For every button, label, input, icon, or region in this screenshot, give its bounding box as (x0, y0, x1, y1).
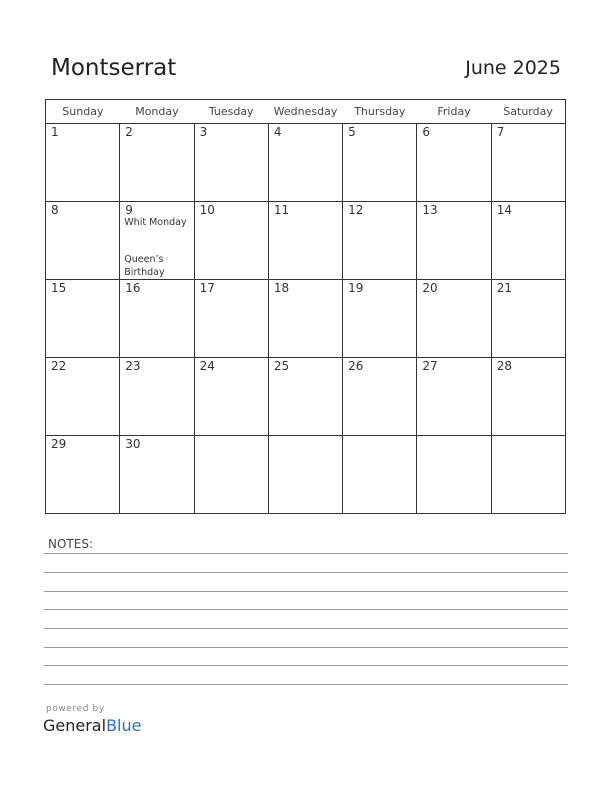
day-cell (46, 202, 120, 280)
day-number: 9 (125, 203, 133, 217)
weekday-header: Tuesday (194, 100, 268, 124)
day-cell (120, 358, 194, 436)
day-number: 10 (199, 203, 215, 217)
day-number: 17 (199, 281, 215, 295)
day-number: 20 (422, 281, 438, 295)
day-number: 7 (496, 125, 505, 139)
day-cell (268, 358, 342, 436)
weekday-header: Wednesday (268, 100, 342, 124)
day-number: 1 (51, 125, 59, 139)
day-number: 22 (51, 359, 67, 373)
week-row (46, 124, 566, 202)
day-cell (194, 436, 268, 514)
day-cell (268, 202, 342, 280)
notes-line (44, 684, 568, 685)
day-cell (343, 202, 417, 280)
notes-line (44, 647, 568, 648)
day-number: 25 (273, 359, 290, 373)
day-cell (120, 202, 194, 280)
day-cell (491, 280, 565, 358)
holiday-queens-birthday: Queen’s Birthday (124, 254, 165, 278)
day-cell (268, 280, 342, 358)
day-cell (120, 436, 194, 514)
notes-line (44, 553, 568, 554)
notes-line (44, 628, 568, 629)
brand-blue: Blue (106, 716, 142, 735)
weekday-header: Saturday (491, 100, 565, 124)
day-cell (343, 124, 417, 202)
day-cell (194, 280, 268, 358)
notes-line (44, 591, 568, 592)
day-cell (491, 202, 565, 280)
weekday-header: Monday (120, 100, 194, 124)
day-cell (343, 358, 417, 436)
day-cell (194, 358, 268, 436)
day-cell (268, 436, 342, 514)
day-number: 11 (273, 203, 290, 217)
day-number: 16 (125, 281, 141, 295)
day-number: 28 (496, 359, 512, 373)
day-cell (46, 436, 120, 514)
day-number: 29 (51, 437, 67, 451)
day-cell (417, 280, 491, 358)
day-number: 23 (125, 359, 141, 373)
notes-line (44, 572, 568, 573)
notes-line (44, 665, 568, 666)
day-cell (194, 124, 268, 202)
day-number: 13 (422, 203, 438, 217)
day-cell (417, 124, 491, 202)
notes-line (44, 609, 568, 610)
weekday-header: Thursday (343, 100, 417, 124)
week-row (46, 280, 566, 358)
day-cell (417, 436, 491, 514)
calendar-country-title: Montserrat (51, 55, 177, 81)
day-cell (268, 124, 342, 202)
day-number: 14 (496, 203, 512, 217)
week-row (46, 202, 566, 280)
calendar-grid (45, 99, 566, 514)
day-number: 5 (348, 125, 356, 139)
day-cell (120, 280, 194, 358)
notes-label: NOTES: (48, 537, 93, 551)
week-row (46, 358, 566, 436)
weekday-header-row (46, 100, 566, 124)
brand-general: General (43, 716, 107, 735)
powered-by-text: powered by (46, 704, 105, 714)
generalblue-logo (43, 716, 141, 735)
day-number: 15 (51, 281, 67, 295)
day-cell (46, 358, 120, 436)
day-number: 24 (199, 359, 215, 373)
day-number: 2 (125, 125, 133, 139)
day-cell (343, 436, 417, 514)
day-cell (491, 358, 565, 436)
day-number: 12 (348, 203, 364, 217)
day-number: 26 (348, 359, 364, 373)
day-cell (491, 124, 565, 202)
day-cell (417, 358, 491, 436)
day-number: 19 (348, 281, 364, 295)
calendar-month-title: June 2025 (465, 57, 561, 79)
day-number: 21 (496, 281, 512, 295)
week-row (46, 436, 566, 514)
day-number: 27 (422, 359, 438, 373)
weekday-header: Friday (417, 100, 491, 124)
day-number: 6 (422, 125, 431, 139)
day-number: 4 (273, 125, 282, 139)
day-number: 18 (273, 281, 290, 295)
day-cell (120, 124, 194, 202)
day-cell (46, 124, 120, 202)
day-number: 8 (51, 203, 59, 217)
day-cell (194, 202, 268, 280)
day-cell (343, 280, 417, 358)
day-cell (46, 280, 120, 358)
day-number: 30 (125, 437, 141, 451)
day-number: 3 (199, 125, 208, 139)
day-cell (417, 202, 491, 280)
holiday-whit-monday: Whit Monday (124, 217, 187, 228)
day-cell (491, 436, 565, 514)
weekday-header: Sunday (46, 100, 120, 124)
